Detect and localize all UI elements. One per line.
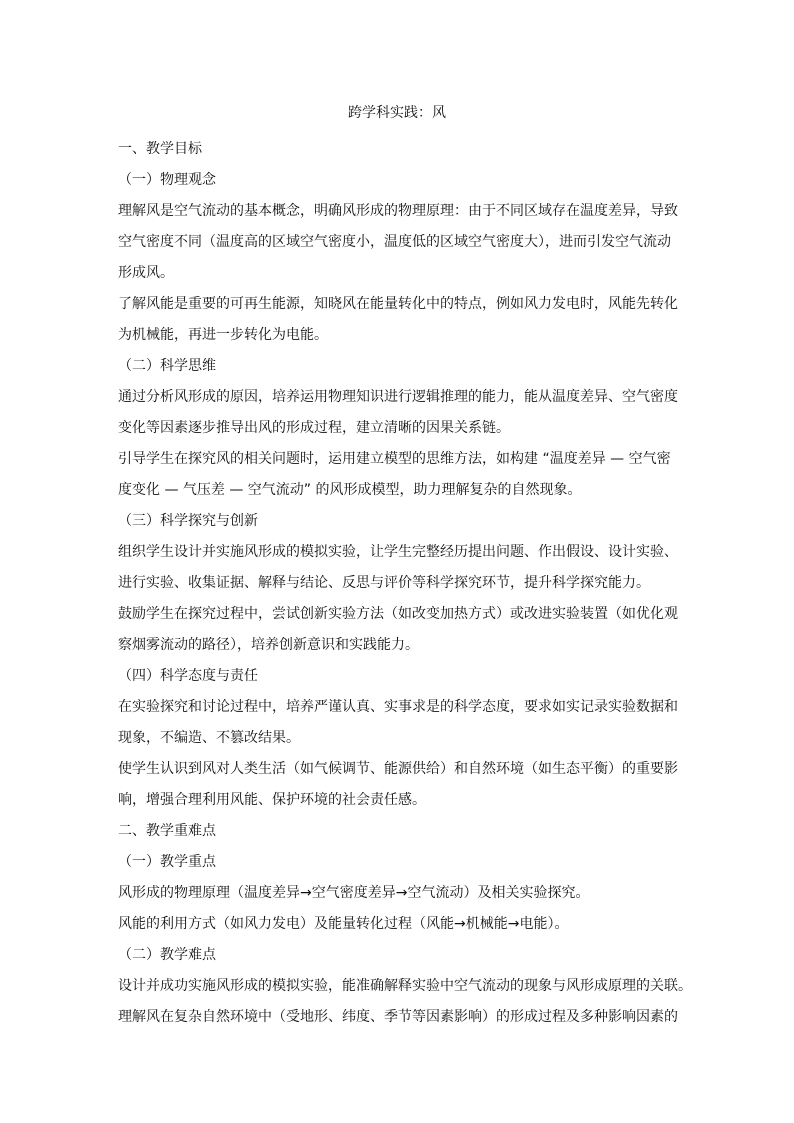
subsection-heading-key-points: （一）教学重点 (118, 854, 216, 870)
body-text-line: 在实验探究和讨论过程中，培养严谨认真、实事求是的科学态度，要求如实记录实验数据和 (118, 699, 678, 715)
section-heading-key-difficult-points: 二、教学重难点 (118, 823, 216, 839)
body-text-line: 变化等因素逐步推导出风的形成过程，建立清晰的因果关系链。 (118, 420, 510, 436)
body-text-line: 使学生认识到风对人类生活（如气候调节、能源供给）和自然环境（如生态平衡）的重要影 (118, 761, 678, 777)
body-text-line: 风形成的物理原理（温度差异→空气密度差异→空气流动）及相关实验探究。 (118, 885, 590, 901)
document-body (118, 134, 692, 1033)
subsection-heading-difficult-points: （二）教学难点 (118, 947, 216, 963)
subsection-heading-scientific-thinking: （二）科学思维 (118, 358, 216, 374)
body-text-line: 引导学生在探究风的相关问题时，运用建立模型的思维方法，如构建 “温度差异 — 空气密 (118, 451, 671, 467)
body-text-line: 察烟雾流动的路径），培养创新意识和实践能力。 (118, 637, 419, 653)
document-title: 跨学科实践：风 (348, 105, 446, 121)
body-text-line: 为机械能，再进一步转化为电能。 (118, 327, 328, 343)
body-text-line: 理解风是空气流动的基本概念，明确风形成的物理原理：由于不同区域存在温度差异，导致 (118, 203, 678, 219)
subsection-heading-inquiry-innovation: （三）科学探究与创新 (118, 513, 258, 529)
body-text-line: 空气密度不同（温度高的区域空气密度小，温度低的区域空气密度大），进而引发空气流动 (118, 234, 671, 250)
body-text-line: 度变化 — 气压差 — 空气流动” 的风形成模型，助力理解复杂的自然现象。 (118, 482, 582, 498)
body-text-line: 设计并成功实施风形成的模拟实验，能准确解释实验中空气流动的现象与风形成原理的关联。 (118, 978, 692, 994)
body-text-line: 了解风能是重要的可再生能源，知晓风在能量转化中的特点，例如风力发电时，风能先转化 (118, 296, 678, 312)
body-text-line: 响，增强合理利用风能、保护环境的社会责任感。 (118, 792, 426, 808)
subsection-heading-physics-concept: （一）物理观念 (118, 172, 216, 188)
body-text-line: 进行实验、收集证据、解释与结论、反思与评价等科学探究环节，提升科学探究能力。 (118, 575, 650, 591)
section-heading-objectives: 一、教学目标 (118, 141, 202, 157)
body-text-line: 通过分析风形成的原因，培养运用物理知识进行逻辑推理的能力，能从温度差异、空气密度 (118, 389, 678, 405)
body-text-line: 现象，不编造、不篡改结果。 (118, 730, 300, 746)
body-text-line: 理解风在复杂自然环境中（受地形、纬度、季节等因素影响）的形成过程及多种影响因素的 (118, 1009, 678, 1025)
subsection-heading-attitude-responsibility: （四）科学态度与责任 (118, 668, 258, 684)
body-text-line: 风能的利用方式（如风力发电）及能量转化过程（风能→机械能→电能）。 (118, 916, 569, 932)
body-text-line: 组织学生设计并实施风形成的模拟实验，让学生完整经历提出问题、作出假设、设计实验、 (118, 544, 678, 560)
body-text-line: 形成风。 (118, 265, 174, 281)
body-text-line: 鼓励学生在探究过程中，尝试创新实验方法（如改变加热方式）或改进实验装置（如优化观 (118, 606, 678, 622)
